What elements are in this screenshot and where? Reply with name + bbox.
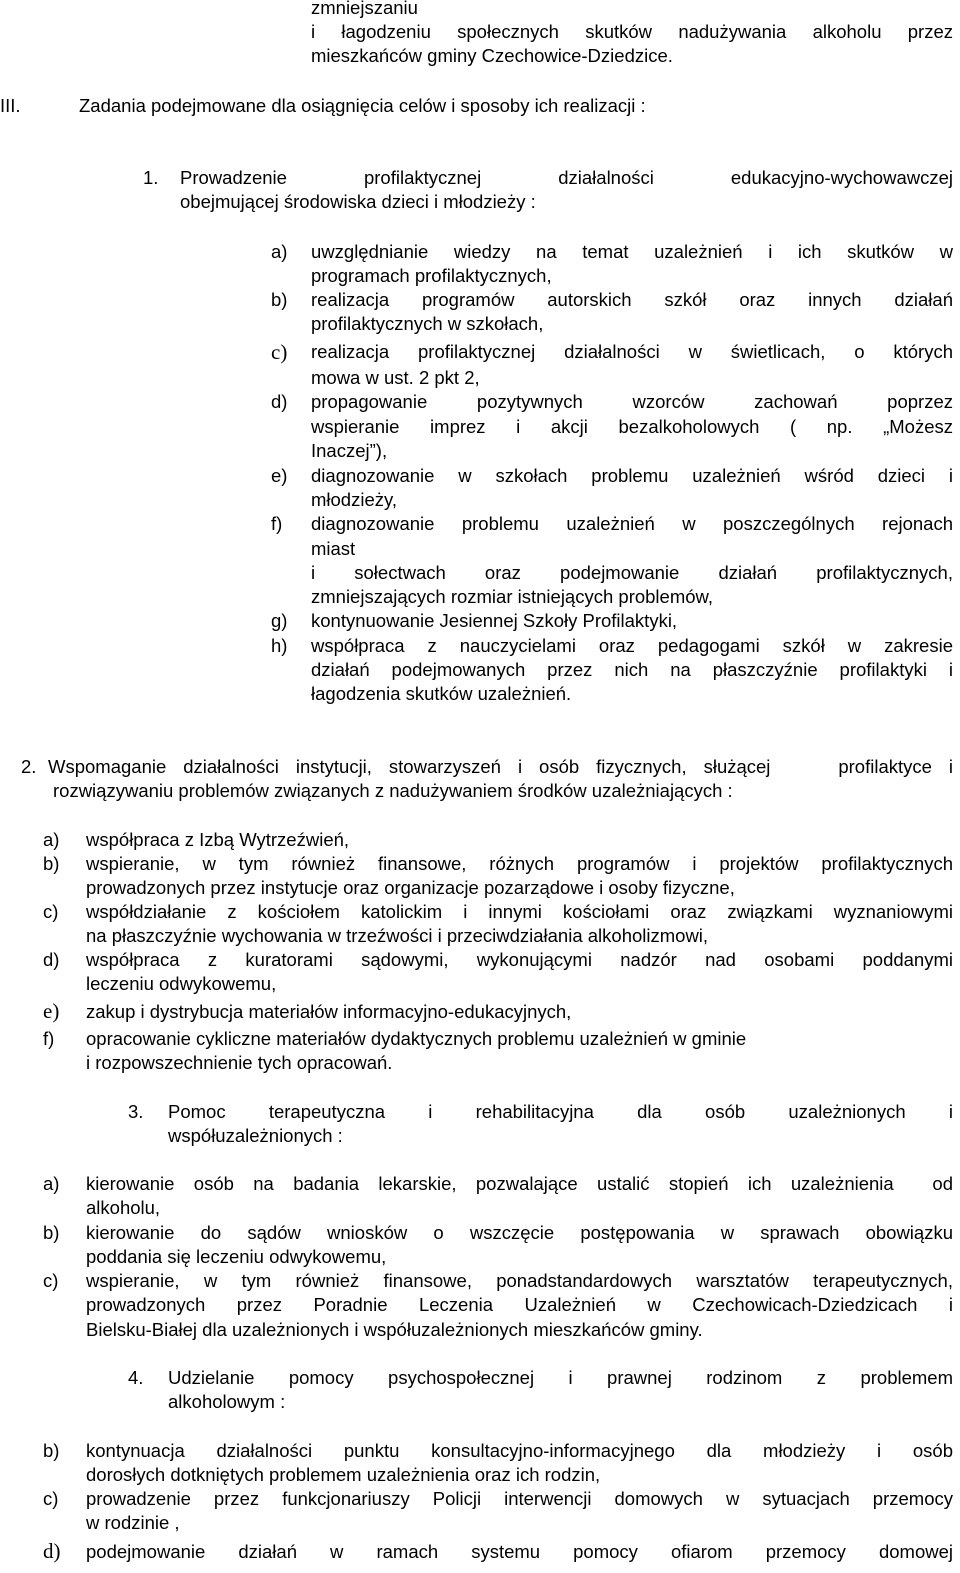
list-item-line: na płaszczyźnie wychowania w trzeźwości i przeciwdziałania alkoholizmowi,	[86, 925, 709, 946]
list-item-line: i sołectwach oraz podejmowanie działań profilaktycznych,	[311, 562, 953, 583]
list-item-line: kontynuacja działalności punktu konsultacyjno-informacyjnego dla młodzieży i osób	[86, 1440, 953, 1461]
list-item-line: i rozpowszechnienie tych opracowań.	[86, 1052, 393, 1073]
list-item-line: współdziałanie z kościołem katolickim i innymi kościołami oraz związkami wyznaniowymi	[86, 901, 953, 922]
list-item-line: wspieranie, w tym również finansowe, różnych programów i projektów profilaktycznych	[86, 853, 953, 874]
list-item-line: diagnozowanie w szkołach problemu uzależnień wśród dzieci i	[311, 465, 953, 486]
task-number: 2.	[21, 756, 37, 777]
list-item-line: dorosłych dotkniętych problemem uzależnienia oraz ich rodzin,	[86, 1464, 601, 1485]
list-item-label: d)	[43, 1539, 61, 1563]
list-item-line: kontynuowanie Jesiennej Szkoły Profilaktyki,	[311, 610, 678, 631]
list-item-label: a)	[43, 1173, 60, 1194]
list-item-line: Bielsku-Białej dla uzależnionych i współuzależnionych mieszkańców gminy.	[86, 1319, 703, 1340]
list-item-line: kierowanie do sądów wniosków o wszczęcie postępowania w sprawach obowiązku	[86, 1222, 953, 1243]
list-item-line: opracowanie cykliczne materiałów dydaktycznych problemu uzależnień w gminie	[86, 1028, 747, 1049]
list-item-line: leczeniu odwykowemu,	[86, 973, 277, 994]
list-item-line: propagowanie pozytywnych wzorców zachowań poprzez	[311, 391, 953, 412]
list-item-line: programach profilaktycznych,	[311, 265, 552, 286]
list-item-line: miast	[311, 538, 356, 559]
list-item-label: b)	[271, 289, 288, 310]
list-item-line: poddania się leczeniu odwykowemu,	[86, 1246, 387, 1267]
list-item-label: d)	[271, 391, 288, 412]
list-item-line: realizacja programów autorskich szkół oraz innych działań	[311, 289, 953, 310]
section-heading: Zadania podejmowane dla osiągnięcia celów i sposoby ich realizacji :	[79, 95, 646, 116]
list-item-label: f)	[271, 513, 283, 534]
list-item-label: a)	[43, 829, 60, 850]
list-item-label: d)	[43, 949, 60, 970]
list-item-line: młodzieży,	[311, 489, 398, 510]
list-item-line: w rodzinie ,	[86, 1512, 180, 1533]
list-item-line: łagodzenia skutków uzależnień.	[311, 683, 572, 704]
list-item-label: b)	[43, 1222, 60, 1243]
list-item-line: zmniejszających rozmiar istniejących problemów,	[311, 586, 714, 607]
task-number: 1.	[143, 167, 159, 188]
list-item-line: współpraca z Izbą Wytrzeźwień,	[86, 829, 350, 850]
list-item-line: Inaczej”),	[311, 440, 388, 461]
list-item-line: wspieranie imprez i akcji bezalkoholowych ( np. „Możesz	[311, 416, 953, 437]
list-item-line: zakup i dystrybucja materiałów informacyjno-edukacyjnych,	[86, 1001, 572, 1022]
list-item-label: a)	[271, 241, 288, 262]
list-item-label: e)	[271, 465, 288, 486]
task-heading-line: Wspomaganie działalności instytucji, stowarzyszeń i osób fizycznych, służącej profilaktyce i	[48, 756, 953, 777]
task-number: 4.	[128, 1367, 144, 1388]
list-item-line: diagnozowanie problemu uzależnień w poszczególnych rejonach	[311, 513, 953, 534]
task-heading-line: alkoholowym :	[168, 1391, 286, 1412]
task-heading-line: rozwiązywaniu problemów związanych z nadużywaniem środków uzależniających :	[53, 780, 733, 801]
list-item-line: działań podejmowanych przez nich na płaszczyźnie profilaktyki i	[311, 659, 953, 680]
list-item-label: f)	[43, 1028, 55, 1049]
intro-line: i łagodzeniu społecznych skutków nadużywania alkoholu przez	[311, 21, 953, 42]
task-heading-line: obejmującej środowiska dzieci i młodzieży :	[180, 191, 536, 212]
list-item-line: prowadzonych przez instytucje oraz organizacje pozarządowe i osoby fizyczne,	[86, 877, 735, 898]
list-item-label: h)	[271, 635, 288, 656]
section-numeral: III.	[0, 95, 21, 116]
intro-line: zmniejszaniu	[311, 0, 418, 18]
list-item-line: współpraca z nauczycielami oraz pedagogami szkół w zakresie	[311, 635, 953, 656]
list-item-label: e)	[43, 999, 60, 1023]
task-number: 3.	[128, 1101, 144, 1122]
list-item-label: c)	[271, 340, 288, 364]
list-item-line: profilaktycznych w szkołach,	[311, 313, 544, 334]
list-item-line: kierowanie osób na badania lekarskie, pozwalające ustalić stopień ich uzależnienia od	[86, 1173, 953, 1194]
task-heading-line: Prowadzenie profilaktycznej działalności edukacyjno-wychowawczej	[180, 167, 953, 188]
list-item-line: współpraca z kuratorami sądowymi, wykonującymi nadzór nad osobami poddanymi	[86, 949, 953, 970]
task-heading-line: Pomoc terapeutyczna i rehabilitacyjna dla osób uzależnionych i	[168, 1101, 953, 1122]
list-item-line: uwzględnianie wiedzy na temat uzależnień i ich skutków w	[311, 241, 953, 262]
list-item-line: wspieranie, w tym również finansowe, ponadstandardowych warsztatów terapeutycznych,	[86, 1270, 953, 1291]
list-item-label: c)	[43, 901, 59, 922]
list-item-line: realizacja profilaktycznej działalności w świetlicach, o których	[311, 341, 953, 362]
list-item-label: g)	[271, 610, 288, 631]
list-item-label: b)	[43, 853, 60, 874]
list-item-label: b)	[43, 1440, 60, 1461]
task-heading-line: współuzależnionych :	[168, 1125, 343, 1146]
list-item-line: mowa w ust. 2 pkt 2,	[311, 367, 480, 388]
list-item-line: prowadzenie przez funkcjonariuszy Policji interwencji domowych w sytuacjach przemocy	[86, 1488, 953, 1509]
task-heading-line: Udzielanie pomocy psychospołecznej i prawnej rodzinom z problemem	[168, 1367, 953, 1388]
list-item-label: c)	[43, 1488, 59, 1509]
list-item-line: alkoholu,	[86, 1197, 161, 1218]
intro-line: mieszkańców gminy Czechowice-Dziedzice.	[311, 45, 673, 66]
list-item-label: c)	[43, 1270, 59, 1291]
list-item-line: podejmowanie działań w ramach systemu pomocy ofiarom przemocy domowej	[86, 1541, 953, 1562]
list-item-line: prowadzonych przez Poradnie Leczenia Uzależnień w Czechowicach-Dziedzicach i	[86, 1294, 953, 1315]
